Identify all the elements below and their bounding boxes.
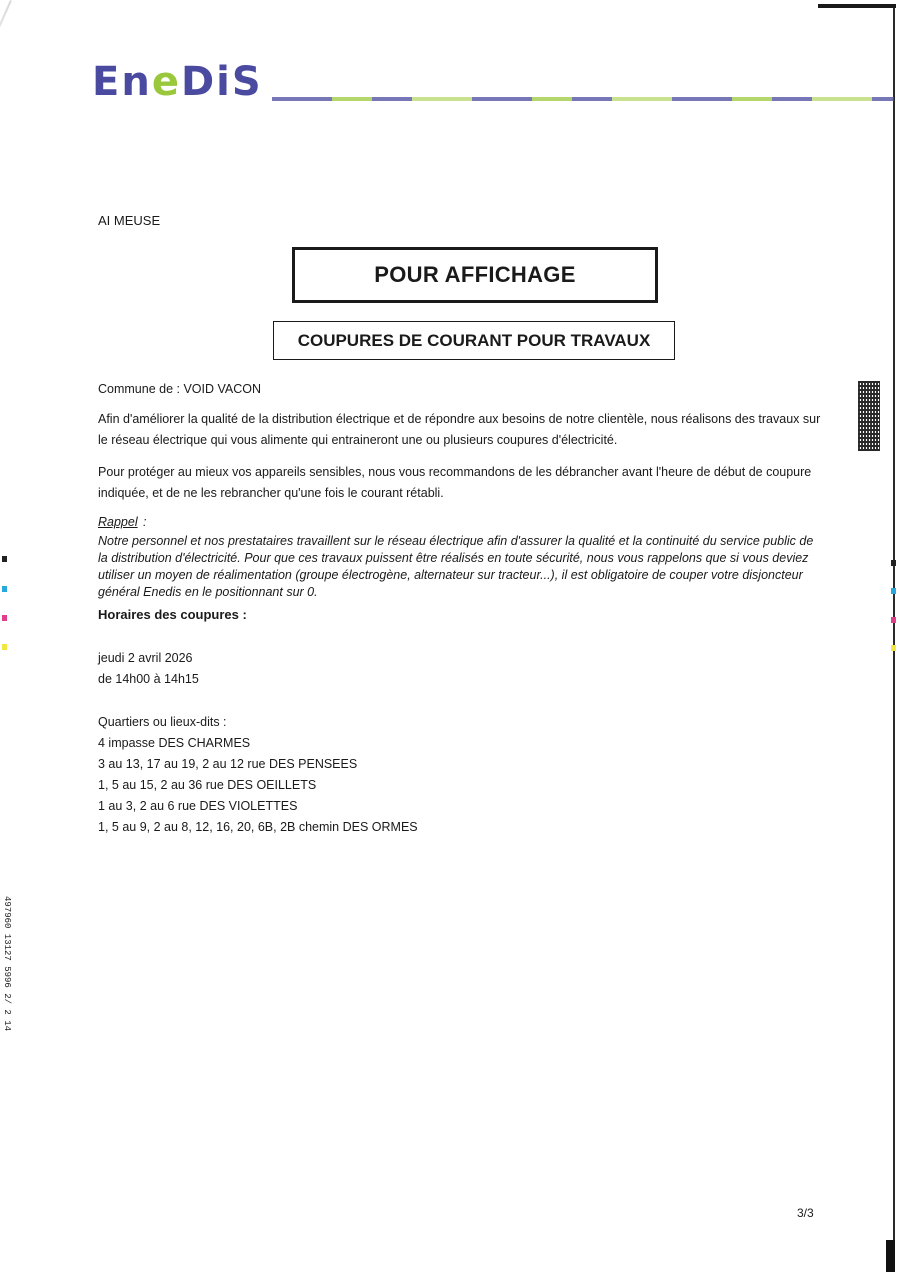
sub-title-box — [273, 321, 675, 360]
list-item: 1, 5 au 9, 2 au 8, 12, 16, 20, 6B, 2B chemin DES ORMES — [98, 820, 418, 834]
scan-edge-top — [818, 4, 896, 8]
list-item: 3 au 13, 17 au 19, 2 au 12 rue DES PENSEES — [98, 757, 358, 771]
rappel-body: Notre personnel et nos prestataires travaillent sur le réseau électrique afin d'assurer la qualité et la continuité du service public de la distribution d'électricité. Pour que ces travaux puissent être réalisés en toute sécurité, nous vous rappelons que si vous deviez utiliser un moyen de réalimentation (groupe électrogène, alternateur sur tracteur...), il est obligatoire de couper votre disjoncteur général Enedis en le positionnant sur 0. — [98, 534, 814, 599]
list-item: 1 au 3, 2 au 6 rue DES VIOLETTES — [98, 799, 298, 813]
quartiers-list — [98, 712, 418, 838]
quartiers-heading: Quartiers ou lieux-dits : — [98, 715, 227, 729]
datamatrix-code — [858, 381, 880, 451]
registration-mark-black-right — [891, 560, 896, 566]
scan-fold-line — [0, 0, 12, 110]
addressee: AI MEUSE — [98, 213, 161, 228]
outage-time: de 14h00 à 14h15 — [98, 672, 199, 686]
registration-mark-black — [2, 556, 7, 562]
registration-mark-magenta-right — [891, 617, 896, 623]
rappel-heading-suffix: : — [143, 515, 147, 529]
main-title: POUR AFFICHAGE — [374, 262, 576, 287]
registration-mark-cyan-right — [891, 588, 896, 594]
list-item: 1, 5 au 15, 2 au 36 rue DES OEILLETS — [98, 778, 317, 792]
sub-title: COUPURES DE COURANT POUR TRAVAUX — [297, 330, 651, 350]
logo-underline — [272, 97, 894, 101]
paragraph-recommendation: Pour protéger au mieux vos appareils sensibles, nous vous recommandons de les débrancher avant l'heure de début de coupure indiquée, et de ne les rebrancher qu'une fois le courant rétabli. — [98, 465, 812, 500]
horaires-heading: Horaires des coupures : — [98, 607, 247, 622]
scan-edge-right — [893, 8, 895, 1270]
registration-mark-cyan — [2, 586, 7, 592]
commune-line: Commune de : VOID VACON — [98, 382, 262, 396]
scan-edge-corner — [886, 1240, 895, 1272]
list-item: 4 impasse DES CHARMES — [98, 736, 251, 750]
rappel-heading: Rappel — [98, 515, 138, 529]
enedis-logo — [92, 59, 263, 105]
registration-mark-magenta — [2, 615, 7, 621]
paragraph-intro: Afin d'améliorer la qualité de la distribution électrique et de répondre aux besoins de notre clientèle, nous réalisons des travaux sur le réseau électrique qui vous alimente qui entraineront une ou plusieurs coupures d'électricité. — [98, 412, 821, 447]
outage-date: jeudi 2 avril 2026 — [98, 651, 193, 665]
registration-mark-yellow — [2, 644, 7, 650]
page-number: 3/3 — [797, 1206, 814, 1220]
logo-wordmark: EneDiS — [92, 59, 263, 105]
outage-schedule — [98, 648, 199, 690]
side-tracking-code: 497960 13127 5996 2/ 2 14 — [2, 896, 12, 1032]
registration-mark-yellow-right — [891, 645, 896, 651]
main-title-box — [292, 247, 658, 303]
